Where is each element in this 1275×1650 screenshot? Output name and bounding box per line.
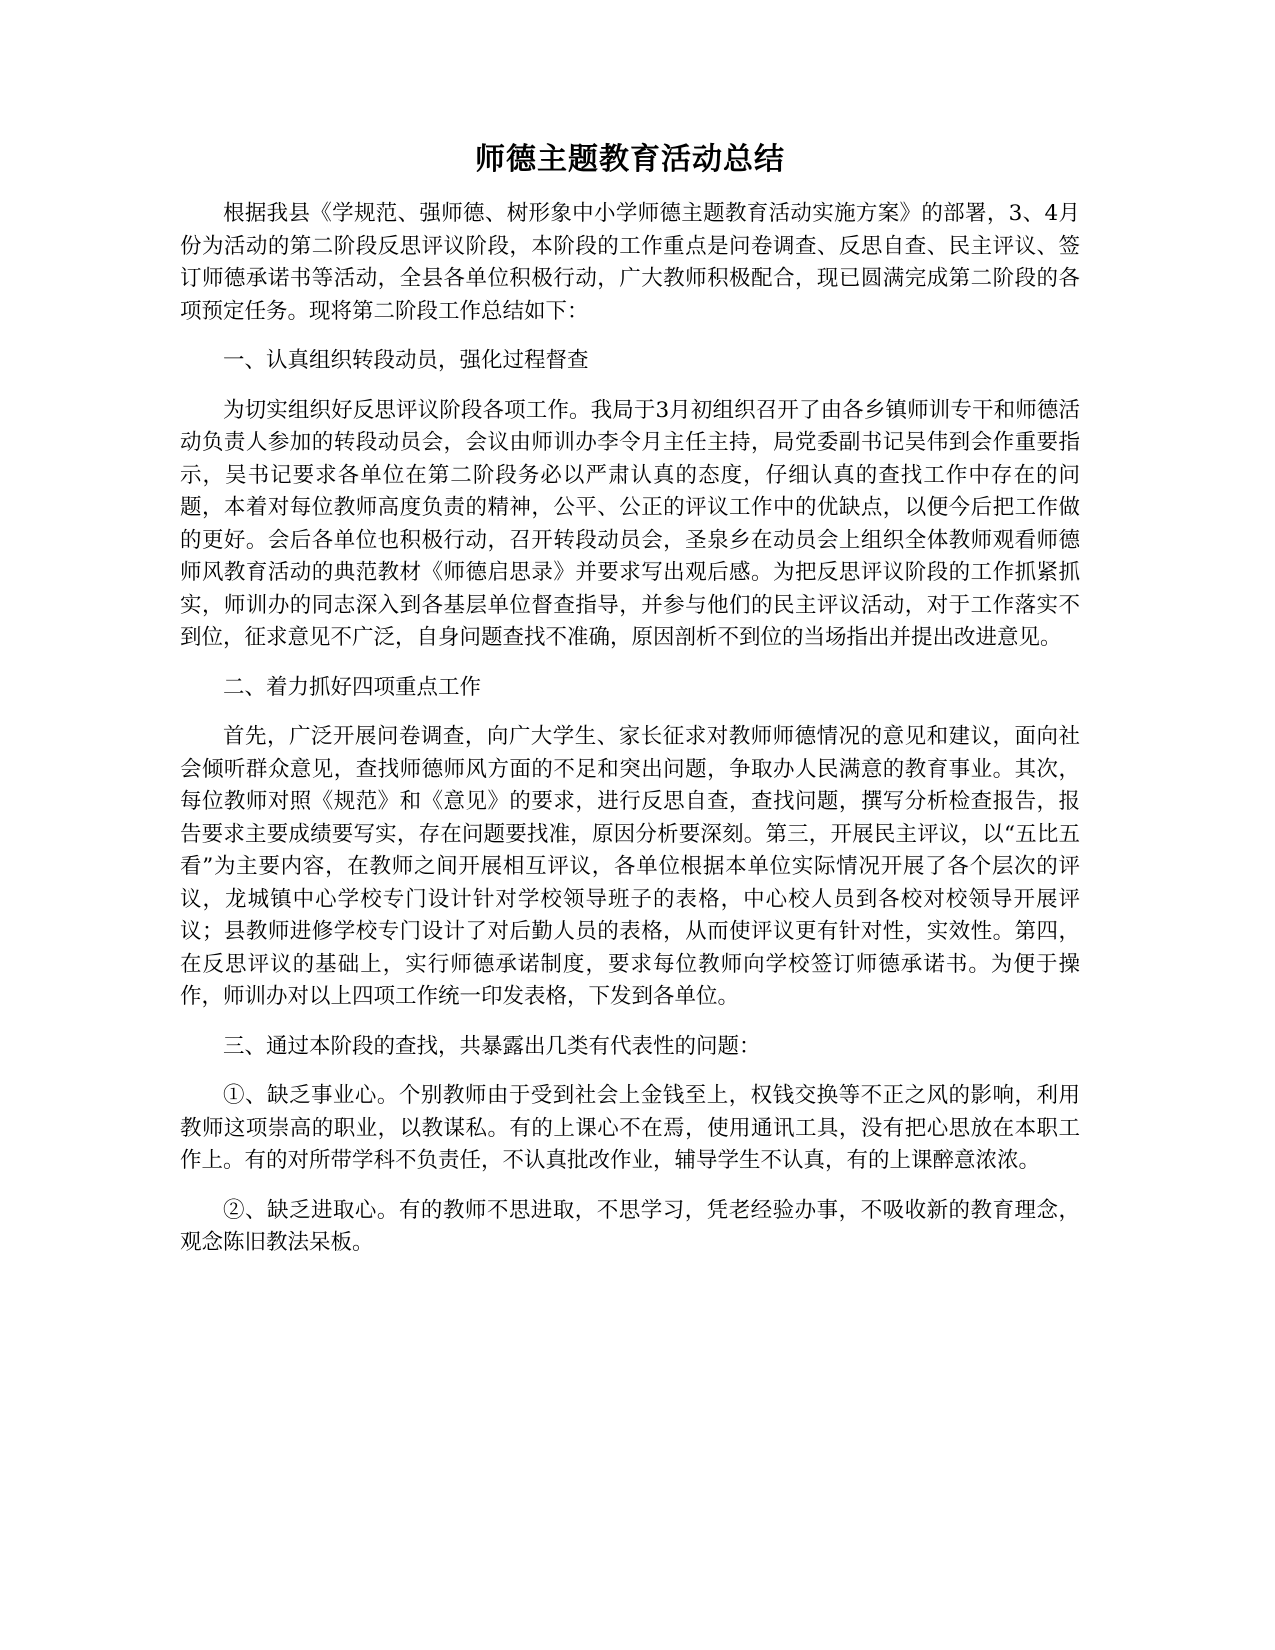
problem-item-1: ①、缺乏事业心。个别教师由于受到社会上金钱至上，权钱交换等不正之风的影响，利用教师这项崇高的职业，以教谋私。有的上课心不在焉，使用通讯工具，没有把心思放在本职工作上。有的对所带学科不负责任，不认真批改作业，辅导学生不认真，有的上课醉意浓浓。: [180, 1083, 1080, 1173]
section-3-heading: 三、通过本阶段的查找，共暴露出几类有代表性的问题：: [223, 1033, 761, 1059]
problem-item-2: ②、缺乏进取心。有的教师不思进取，不思学习，凭老经验办事，不吸收新的教育理念，观念陈旧教法呆板。: [180, 1197, 1080, 1255]
document-title: 师德主题教育活动总结: [475, 142, 785, 177]
section-1-paragraph: 为切实组织好反思评议阶段各项工作。我局于3月初组织召开了由各乡镇师训专干和师德活动负责人参加的转段动员会，会议由师训办李令月主任主持，局党委副书记吴伟到会作重要指示，吴书记要求各单位在第二阶段务必以严肃认真的态度，仔细认真的查找工作中存在的问题，本着对每位教师高度负责的精神，公平、公正的评议工作中的优缺点，以便今后把工作做的更好。会后各单位也积极行动，召开转段动员会，圣泉乡在动员会上组织全体教师观看师德师风教育活动的典范教材《师德启思录》并要求写出观后感。为把反思评议阶段的工作抓紧抓实，师训办的同志深入到各基层单位督查指导，并参与他们的民主评议活动，对于工作落实不到位，征求意见不广泛，自身问题查找不准确，原因剖析不到位的当场指出并提出改进意见。: [180, 397, 1080, 650]
section-1-heading: 一、认真组织转段动员，强化过程督查: [223, 348, 589, 373]
document-page: [180, 140, 1080, 1277]
intro-paragraph: 根据我县《学规范、强师德、树形象中小学师德主题教育活动实施方案》的部署，3、4月份为活动的第二阶段反思评议阶段，本阶段的工作重点是问卷调查、反思自查、民主评议、签订师德承诺书等活动，全县各单位积极行动，广大教师积极配合，现已圆满完成第二阶段的各项预定任务。现将第二阶段工作总结如下：: [180, 201, 1080, 324]
section-2-heading: 二、着力抓好四项重点工作: [223, 674, 482, 700]
section-2-paragraph: 首先，广泛开展问卷调查，向广大学生、家长征求对教师师德情况的意见和建议，面向社会倾听群众意见，查找师德师风方面的不足和突出问题，争取办人民满意的教育事业。其次，每位教师对照《规范》和《意见》的要求，进行反思自查，查找问题，撰写分析检查报告，报告要求主要成绩要写实，存在问题要找准，原因分析要深刻。第三，开展民主评议，以“五比五看”为主要内容，在教师之间开展相互评议，各单位根据本单位实际情况开展了各个层次的评议，龙城镇中心学校专门设计针对学校领导班子的表格，中心校人员到各校对校领导开展评议；县教师进修学校专门设计了对后勤人员的表格，从而使评议更有针对性，实效性。第四，在反思评议的基础上，实行师德承诺制度，要求每位教师向学校签订师德承诺书。为便于操作，师训办对以上四项工作统一印发表格，下发到各单位。: [180, 724, 1080, 1009]
